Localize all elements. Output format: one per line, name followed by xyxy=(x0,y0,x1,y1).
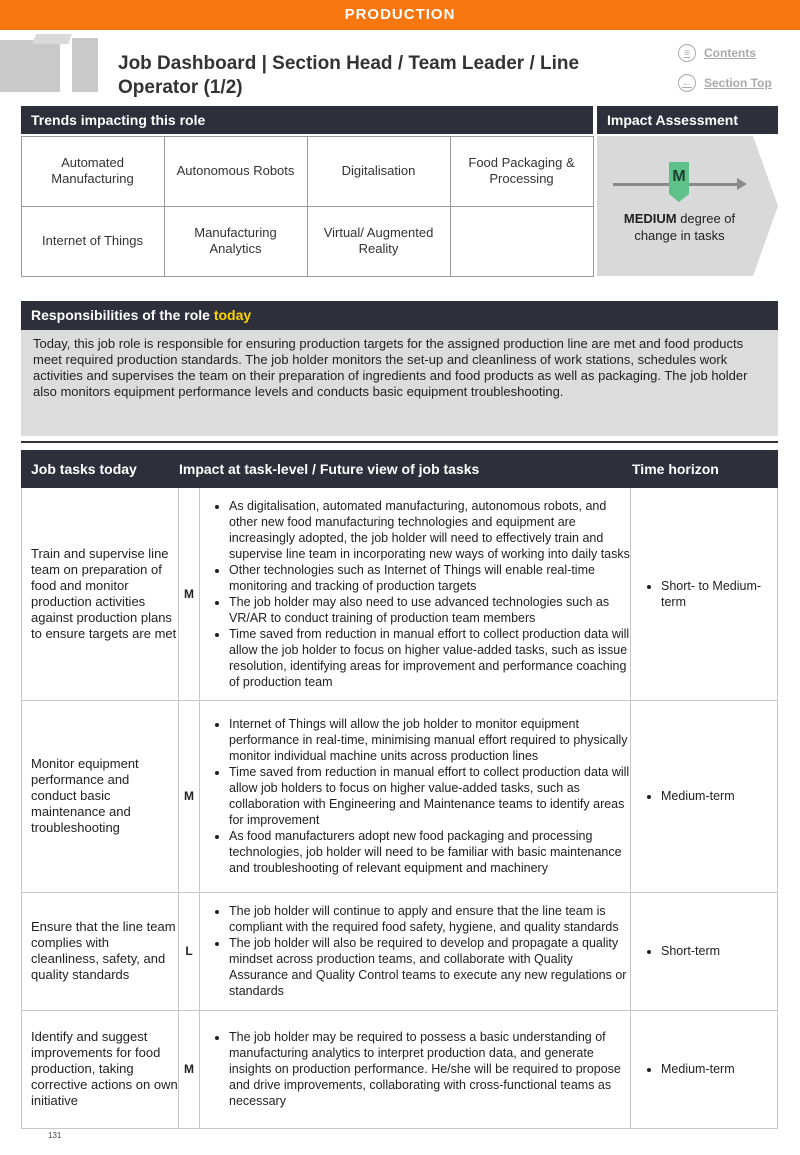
horizon-value: • Short- to Medium-term xyxy=(661,578,778,610)
horizon-cell xyxy=(631,892,778,1010)
horizon-value: • Medium-term xyxy=(661,1061,735,1077)
section-top-link-label: Section Top xyxy=(704,76,772,90)
impact-cell xyxy=(198,488,631,700)
impact-bullet: • Other technologies such as Internet of Things will enable real-time monitoring and tracking of production targets xyxy=(229,562,630,594)
table-row xyxy=(21,488,778,701)
horizon-cell xyxy=(631,1010,778,1128)
tasks-table-header xyxy=(21,450,778,488)
impact-bullet: • Internet of Things will allow the job holder to monitor equipment performance in real-time, minimising manual effort required to physically monitor individual machine units across production lines xyxy=(229,716,630,764)
impact-heading: Impact Assessment xyxy=(597,106,778,134)
table-row xyxy=(21,700,778,893)
impact-cell xyxy=(198,892,631,1010)
back-arrow-icon: ← xyxy=(678,74,696,92)
horizon-cell xyxy=(631,488,778,700)
impact-level-cell: M xyxy=(178,488,200,700)
impact-level-cell: L xyxy=(178,892,200,1010)
chevron-panel-shape xyxy=(597,136,778,276)
impact-bullet: • Time saved from reduction in manual effort to collect production data will allow job holders to focus on higher value-added tasks, such as collaboration with Engineering and Maintenance teams to identify areas for improvement xyxy=(229,764,630,828)
impact-level-cell: M xyxy=(178,700,200,892)
responsibilities-heading-highlight: today xyxy=(213,307,252,323)
impact-bullet: • The job holder may be required to possess a basic understanding of manufacturing analytics to interpret production data, and generate insights on production performance. He/she will be required to propose and drive improvements, collaborating with cross-functional teams as necessary xyxy=(229,1029,630,1109)
section-top-link[interactable] xyxy=(678,74,772,92)
horizon-cell xyxy=(631,700,778,892)
impact-bullet: • The job holder may also need to use advanced technologies such as VR/AR to conduct training of production team members xyxy=(229,594,630,626)
responsibilities-heading xyxy=(21,301,778,330)
contents-link[interactable] xyxy=(678,44,756,62)
section-divider xyxy=(21,441,778,443)
responsibilities-body: Today, this job role is responsible for ensuring production targets for the assigned production line are met and food products meet required production standards. The job holder monitors the set-up and cleanliness of work stations, schedules work activities and supervises the team on their preparation of ingredients and food products as well as packaging. The job holder also monitors equipment performance levels and conducts basic equipment troubleshooting. xyxy=(21,330,778,436)
impact-cell xyxy=(198,1010,631,1128)
section-number-graphic xyxy=(0,34,100,92)
contents-link-label: Contents xyxy=(704,46,756,60)
trends-heading: Trends impacting this role xyxy=(21,106,593,134)
impact-bullet: • The job holder will continue to apply and ensure that the line team is compliant with the required food safety, hygiene, and quality standards xyxy=(229,903,630,935)
page-number: 131 xyxy=(48,1131,62,1140)
trend-cell: Digitalisation xyxy=(307,136,451,207)
impact-bullet: • As digitalisation, automated manufacturing, autonomous robots, and other new food manufacturing technologies and equipment are increasingly adopted, the job holder will need to effectively train and supervise line team in incorporating new ways of working into daily tasks xyxy=(229,498,630,562)
task-cell: Ensure that the line team complies with cleanliness, safety, and quality standards xyxy=(31,919,176,982)
page-title: Job Dashboard | Section Head / Team Leader / Line Operator (1/2) xyxy=(118,53,580,98)
horizon-value: • Short-term xyxy=(661,943,720,959)
table-row xyxy=(21,892,778,1011)
trend-cell: Virtual/ Augmented Reality xyxy=(307,206,451,277)
horizon-value: • Medium-term xyxy=(661,788,735,804)
trends-grid xyxy=(21,136,593,276)
impact-assessment-panel xyxy=(597,136,778,276)
impact-description xyxy=(607,210,752,244)
trend-cell xyxy=(450,206,594,277)
col-header-impact: Impact at task-level / Future view of job tasks xyxy=(179,461,480,477)
responsibilities-heading-text: Responsibilities of the role xyxy=(31,307,214,323)
menu-icon: ≡ xyxy=(678,44,696,62)
trend-cell: Food Packaging & Processing xyxy=(450,136,594,207)
col-header-task: Job tasks today xyxy=(31,461,137,477)
impact-level-letter: M xyxy=(672,168,686,185)
table-row xyxy=(21,1010,778,1129)
impact-level-cell: M xyxy=(178,1010,200,1128)
impact-description-rest: degree of change in tasks xyxy=(634,211,736,243)
impact-cell xyxy=(198,700,631,892)
section-banner: PRODUCTION xyxy=(0,0,800,30)
impact-level-word: MEDIUM xyxy=(623,211,677,226)
trend-cell: Automated Manufacturing xyxy=(21,136,165,207)
task-cell: Identify and suggest improvements for food production, taking corrective actions on own initiative xyxy=(31,1029,178,1108)
trend-cell: Manufacturing Analytics xyxy=(164,206,308,277)
trend-cell: Internet of Things xyxy=(21,206,165,277)
trend-cell: Autonomous Robots xyxy=(164,136,308,207)
impact-bullet: • Time saved from reduction in manual effort to collect production data will allow the job holder to focus on higher value-added tasks, such as issue resolution, identifying areas for improvement and performance coaching of production team xyxy=(229,626,630,690)
impact-bullet: • As food manufacturers adopt new food packaging and processing technologies, job holder will need to be familiar with basic maintenance and troubleshooting of relevant equipment and machinery xyxy=(229,828,630,876)
impact-bullet: • The job holder will also be required to develop and propagate a quality mindset across production teams, and collaborate with Quality Assurance and Quality Control teams to execute any new regulations or standards xyxy=(229,935,630,999)
scale-arrow-icon xyxy=(737,178,747,190)
task-cell: Monitor equipment performance and conduct basic maintenance and troubleshooting xyxy=(31,756,139,835)
task-cell: Train and supervise line team on preparation of food and monitor production activities against production plans to ensure targets are met xyxy=(31,546,177,641)
col-header-horizon: Time horizon xyxy=(632,461,719,477)
